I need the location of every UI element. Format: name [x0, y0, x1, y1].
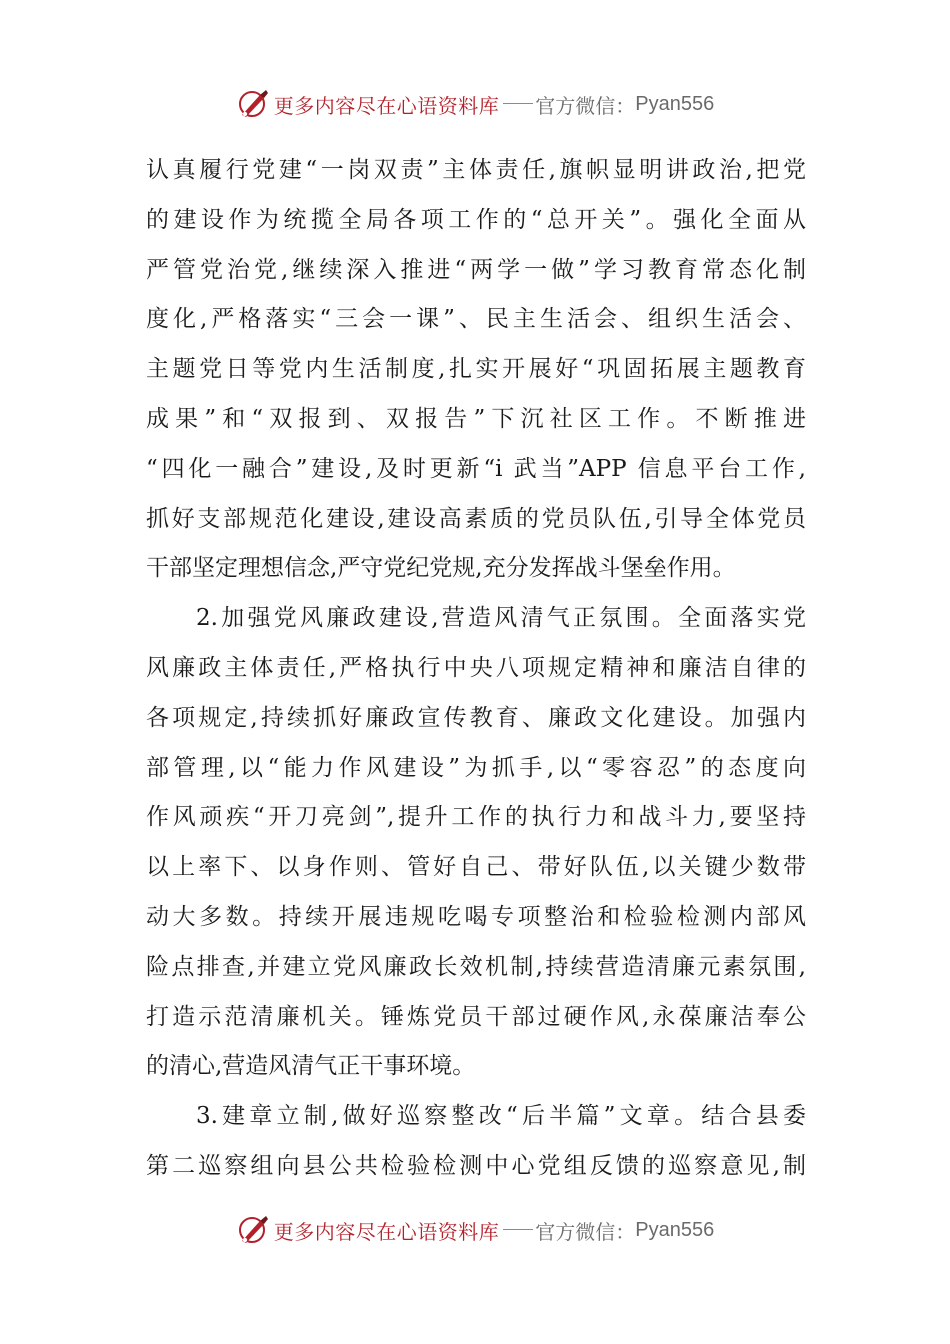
- footer-banner-divider: [503, 1229, 533, 1230]
- text-line: 打造示范清廉机关。锤炼党员干部过硬作风,永葆廉洁奉公: [146, 1003, 806, 1030]
- text-line: 部管理,以“能力作风建设”为抓手,以“零容忍”的态度向: [146, 754, 806, 781]
- text-line: 的建设作为统揽全局各项工作的“总开关”。强化全面从: [146, 206, 806, 233]
- text-line: 成果”和“双报到、双报告”下沉社区工作。不断推进: [146, 405, 806, 432]
- footer-wechat-id: Pyan556: [635, 1218, 715, 1241]
- text-line: 度化,严格落实“三会一课”、民主生活会、组织生活会、: [146, 306, 806, 333]
- text-line: 险点排查,并建立党风廉政长效机制,持续营造清廉元素氛围,: [146, 953, 806, 980]
- text-line: 风廉政主体责任,严格执行中央八项规定精神和廉洁自律的: [146, 654, 806, 681]
- text-line: 抓好支部规范化建设,建设高素质的党员队伍,引导全体党员: [146, 505, 806, 532]
- text-line: 的清心,营造风清气正干事环境。: [146, 1053, 476, 1080]
- header-wechat-id: Pyan556: [635, 92, 715, 115]
- text-line: 作风顽疾“开刀亮剑”,提升工作的执行力和战斗力,要坚持: [146, 804, 806, 831]
- text-line: 以上率下、以身作则、管好自己、带好队伍,以关键少数带: [146, 854, 806, 881]
- text-line: 动大多数。持续开展违规吃喝专项整治和检验检测内部风: [146, 903, 806, 930]
- footer-banner-text: 更多内容尽在心语资料库: [273, 1219, 500, 1244]
- text-line: “四化一融合”建设,及时更新“i 武当”APP 信息平台工作,: [146, 455, 806, 482]
- text-line: 主题党日等党内生活制度,扎实开展好“巩固拓展主题教育: [146, 356, 806, 383]
- paragraph-start-line: 2.加强党风廉政建设,营造风清气正氛围。全面落实党: [196, 605, 806, 632]
- footer-banner: [0, 1210, 950, 1250]
- text-line: 严管党治党,继续深入推进“两学一做”学习教育常态化制: [146, 256, 806, 283]
- text-line: 干部坚定理想信念,严守党纪党规,充分发挥战斗堡垒作用。: [146, 555, 736, 582]
- footer-wechat-label: 官方微信：: [535, 1219, 636, 1244]
- header-wechat-label: 官方微信：: [535, 93, 636, 118]
- pen-logo-icon: [236, 87, 270, 121]
- header-banner-divider: [503, 103, 533, 104]
- paragraph-start-line: 3.建章立制,做好巡察整改“后半篇”文章。结合县委: [196, 1103, 806, 1130]
- pen-logo-icon: [236, 1213, 270, 1247]
- header-banner-text: 更多内容尽在心语资料库: [273, 93, 500, 118]
- text-line: 各项规定,持续抓好廉政宣传教育、廉政文化建设。加强内: [146, 704, 806, 731]
- document-body: [146, 146, 806, 1192]
- text-line: 认真履行党建“一岗双责”主体责任,旗帜显明讲政治,把党: [146, 157, 806, 183]
- text-line: 第二巡察组向县公共检验检测中心党组反馈的巡察意见,制: [146, 1152, 806, 1179]
- header-banner: [0, 84, 950, 124]
